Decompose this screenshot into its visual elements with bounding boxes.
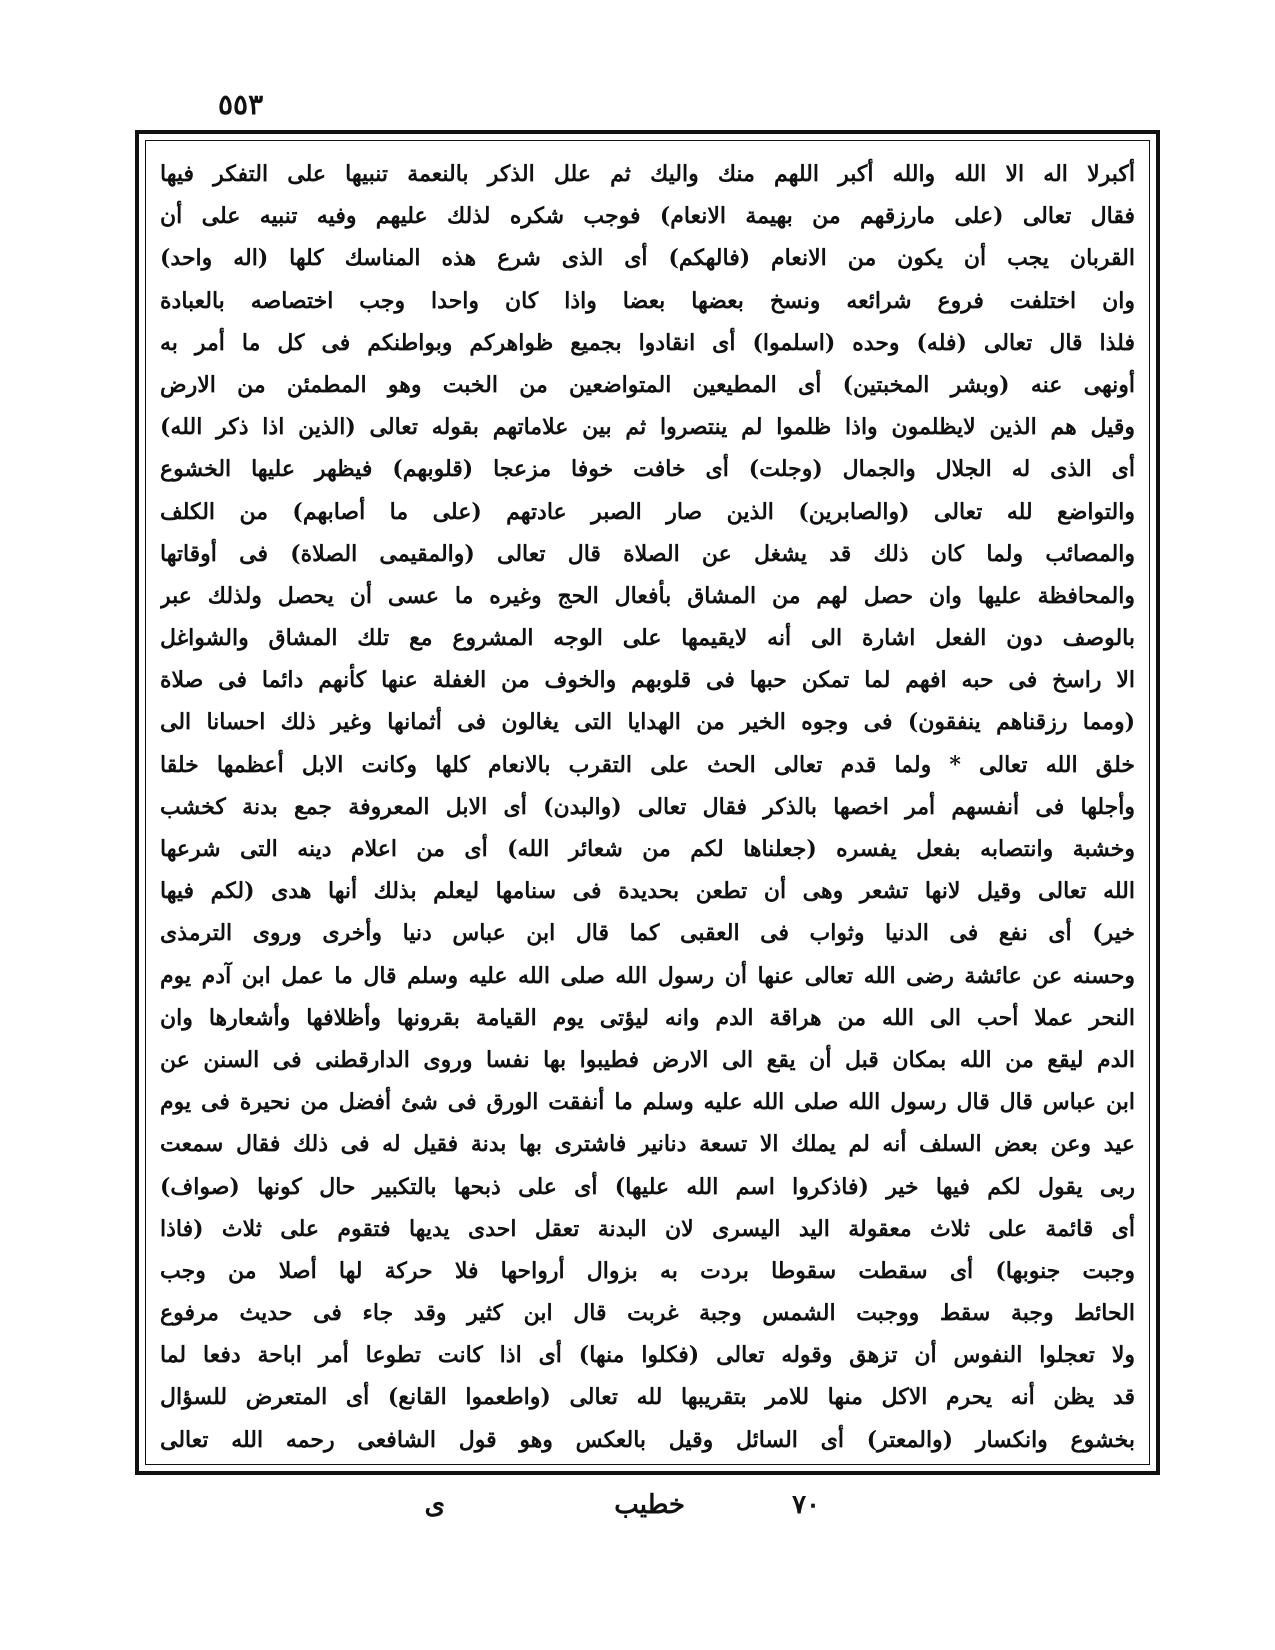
text-line: أكبرلا اله الا الله والله أكبر اللهم منك واليك ثم علل الذكر بالنعمة تنبيها على التفكر فيها xyxy=(160,161,1135,187)
footer-signature-word: خطيب xyxy=(614,1490,685,1520)
text-line: وجبت جنوبها) أى سقطت سقوطا بردت به بزوال أرواحها فلا حركة لها أصلا من وجب xyxy=(160,1257,1135,1284)
text-line: خلق الله تعالى * ولما قدم تعالى الحث على التقرب بالانعام كلها وكانت الابل أعظمها خلقا xyxy=(160,751,1135,778)
text-line: النحر عملا أحب الى الله من هراقة الدم وانه ليؤتى يوم القيامة بقرونها وأظلافها وأشعارها وان xyxy=(160,1004,1135,1031)
text-line: عيد وعن بعض السلف أنه لم يملك الا تسعة دنانير فاشترى بها بدنة فقيل له فى ذلك فقال سمعت xyxy=(160,1131,1135,1158)
text-line: الا راسخ فى حبه افهم لما تمكن حبها فى قلوبهم والخوف من الغفلة عنها كأنهم دائما فى صلاة xyxy=(160,667,1135,694)
text-line: وقيل هم الذين لايظلمون واذا ظلموا لم ينتصروا ثم بين علاماتهم بقوله تعالى (الذين اذا ذكر الله) xyxy=(160,414,1135,441)
text-line: الله تعالى وقيل لانها تشعر وهى أن تطعن بحديدة فى سنامها ليعلم بذلك أنها هدى (لكم فيها xyxy=(160,878,1135,905)
page-footer xyxy=(0,1490,1275,1530)
text-line: أونهى عنه (وبشر المخبتين) أى المطيعين المتواضعين من الخبت وهو المطمئن من الارض xyxy=(160,371,1135,398)
text-line: ولا تعجلوا النفوس أن تزهق وقوله تعالى (فكلوا منها) أى اذا كانت تطوعا أمر اباحة دفعا لما xyxy=(160,1342,1135,1369)
text-line: ربى يقول لكم فيها خير (فاذكروا اسم الله عليها) أى على ذبحها بالتكبير حال كونها (صواف) xyxy=(160,1173,1135,1200)
text-line: وأجلها فى أنفسهم أمر اخصها بالذكر فقال تعالى (والبدن) أى الابل المعروفة جمع بدنة كخشب xyxy=(160,793,1135,820)
text-line: بالوصف دون الفعل اشارة الى أنه لايقيمها على الوجه المشروع مع تلك المشاق والشواغل xyxy=(160,625,1135,652)
footer-signature-number: ٧٠ xyxy=(792,1490,820,1520)
text-line: ابن عباس قال قال رسول الله صلى الله عليه وسلم ما أنفقت الورق فى شئ أفضل من نحيرة فى يوم xyxy=(160,1089,1135,1116)
text-line: قد يظن أنه يحرم الاكل منها للامر بتقريبها لله تعالى (واطعموا القانع) أى المتعرض للسؤال xyxy=(160,1384,1135,1411)
text-frame-inner xyxy=(145,140,1150,1465)
footer-signature-letter: ى xyxy=(424,1490,445,1520)
text-line: والمصائب ولما كان ذلك قد يشغل عن الصلاة قال تعالى (والمقيمى الصلاة) فى أوقاتها xyxy=(160,540,1135,567)
text-line: خير) أى نفع فى الدنيا وثواب فى العقبى كما قال ابن عباس دنيا وأخرى وروى الترمذى xyxy=(160,920,1135,947)
text-line: وخشبة وانتصابه بفعل يفسره (جعلناها لكم من شعائر الله) أى من اعلام دينه التى شرعها xyxy=(160,836,1135,862)
text-line: وحسنه عن عائشة رضى الله تعالى عنها أن رسول الله صلى الله عليه وسلم قال ما عمل ابن آدم يوم xyxy=(160,962,1135,989)
text-line: بخشوع وانكسار (والمعتر) أى السائل وقيل بالعكس وهو قول الشافعى رحمه الله تعالى xyxy=(160,1426,1135,1453)
text-line: والتواضع لله تعالى (والصابرين) الذين صار الصبر عادتهم (على ما أصابهم) من الكلف xyxy=(160,498,1135,525)
text-line: القربان يجب أن يكون من الانعام (فالهكم) أى الذى شرع هذه المناسك كلها (اله واحد) xyxy=(160,245,1135,272)
text-line: (ومما رزقناهم ينفقون) فى وجوه الخير من الهدايا التى يغالون فى أثمانها وغير ذلك احسانا الى xyxy=(160,709,1135,736)
text-line: وان اختلفت فروع شرائعه ونسخ بعضها بعضا واذا كان واحدا وجب اختصاصه بالعبادة xyxy=(160,287,1135,314)
text-line: الدم ليقع من الله بمكان قبل أن يقع الى الارض فطيبوا بها نفسا وروى الدارقطنى فى السنن عن xyxy=(160,1046,1135,1073)
text-frame xyxy=(135,130,1160,1475)
text-line: فقال تعالى (على مارزقهم من بهيمة الانعام) فوجب شكره لذلك عليهم وفيه تنبيه على أن xyxy=(160,203,1135,230)
text-line: أى الذى له الجلال والجمال (وجلت) أى خافت خوفا مزعجا (قلوبهم) فيظهر عليها الخشوع xyxy=(160,456,1135,483)
text-line: فلذا قال تعالى (فله) وحده (اسلموا) أى انقادوا بجميع ظواهركم وبواطنكم فى كل ما أمر به xyxy=(160,329,1135,356)
text-line: الحائط وجبة سقط ووجبت الشمس وجبة غربت قال ابن كثير وقد جاء فى حديث مرفوع xyxy=(160,1300,1135,1327)
text-line: والمحافظة عليها وان حصل لهم من المشاق بأفعال الحج وغيره ما عسى أن يحصل ولذلك عبر xyxy=(160,582,1135,609)
page-number: ٥٥٣ xyxy=(218,88,264,121)
text-line: أى قائمة على ثلاث معقولة اليد اليسرى لان البدنة تعقل احدى يديها فتقوم على ثلاث (فاذا xyxy=(160,1215,1135,1242)
text-body xyxy=(160,153,1135,1461)
